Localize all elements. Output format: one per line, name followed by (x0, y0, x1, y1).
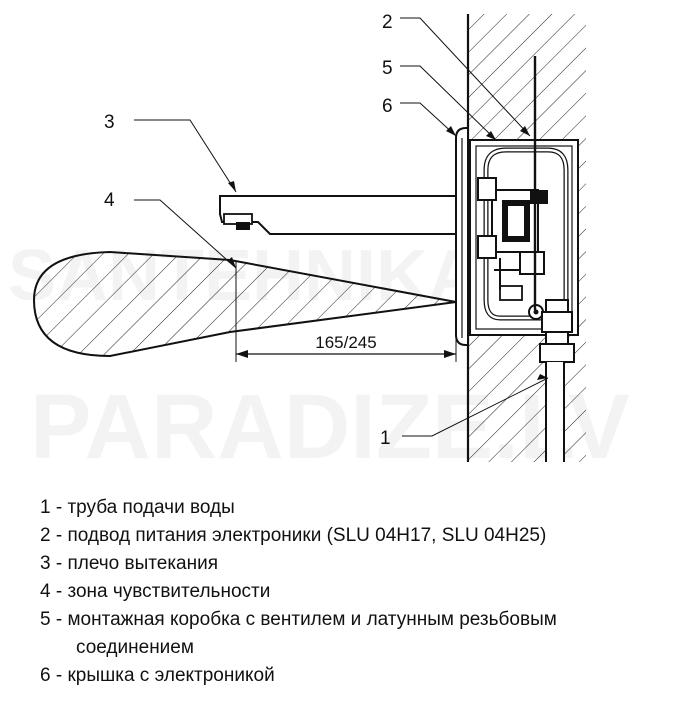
callout-3: 3 (104, 112, 115, 133)
callout-1: 1 (380, 428, 391, 449)
legend-item-3: 3 - плечо вытекания (40, 553, 219, 574)
legend-item-1: 1 - труба подачи воды (40, 497, 235, 518)
legend-item-4: 4 - зона чувствительности (40, 581, 271, 602)
callout-2: 2 (382, 12, 393, 33)
legend (40, 494, 670, 690)
legend-item-5: 5 - монтажная коробка с вентилем и латунным резьбовым соединением (40, 609, 557, 658)
spout (220, 196, 456, 234)
callout-6: 6 (382, 96, 393, 117)
dimension-label: 165/245 (315, 333, 377, 352)
callout-5: 5 (382, 58, 393, 79)
callout-4: 4 (104, 190, 115, 211)
legend-item-6: 6 - крышка с электроникой (40, 665, 275, 686)
legend-item-2: 2 - подвод питания электроники (SLU 04H17, SLU 04H25) (40, 525, 547, 546)
electronics-cover (456, 128, 468, 345)
